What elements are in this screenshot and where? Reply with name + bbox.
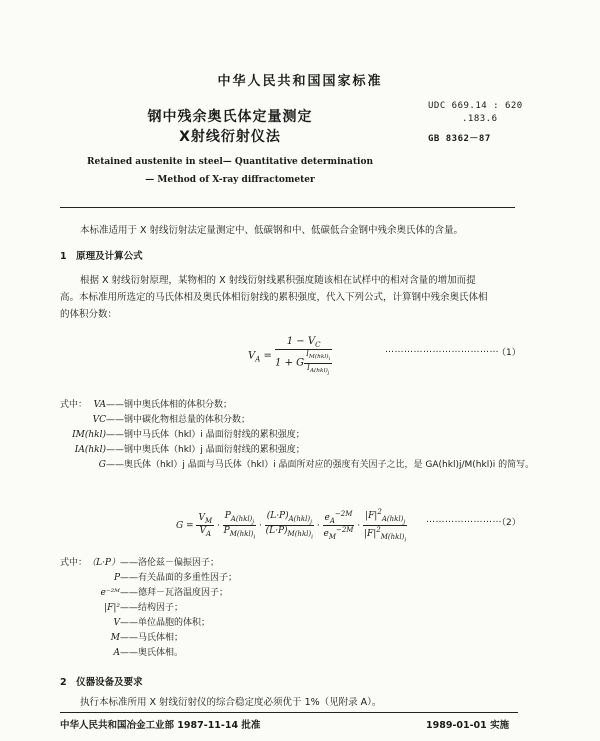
- definition-item: VA——钢中奥氏体相的体积分数；: [93, 400, 233, 410]
- english-title-line2: — Method of X-ray diffractometer: [145, 175, 315, 185]
- header-rule: [60, 207, 515, 208]
- gb-number: GB 8362－87: [428, 134, 491, 144]
- footer-rule: [60, 712, 518, 713]
- definition-item: VC——钢中碳化物相总量的体积分数；: [92, 415, 251, 425]
- udc-code-line2: .183.6: [462, 114, 498, 124]
- doc-title-line1: 钢中残余奥氏体定量测定: [147, 109, 313, 125]
- definition-list-2: [24, 556, 237, 661]
- equation-2-number: （2）: [497, 518, 521, 528]
- section-1-para-line1: 根据 X 射线衍射原理，某物相的 X 射线衍射线累积强度随该相在试样中的相对含量的增加而提: [80, 275, 476, 286]
- english-title-line1: Retained austenite in steel— Quantitative determination: [86, 157, 373, 167]
- definition-item: e⁻²ᴹ——德拜－瓦洛温度因子；: [100, 588, 229, 598]
- definition-item: M——马氏体相；: [110, 633, 184, 643]
- definition-item: V——单位晶胞的体积；: [113, 618, 211, 628]
- definition-item: IA(hkl)——钢中奥氏体（hkl）j 晶面衍射线的累积强度；: [74, 445, 305, 455]
- definition-item: P——有关晶面的多重性因子；: [113, 573, 238, 583]
- where-label-1: 式中：: [60, 400, 88, 410]
- equation-2: G = $\frac{V_M}{V_A}$ · $\frac{P_{A(hkl)_j}}{P_{M(hkl)_i}}$ · $\frac{(L\cdot P)_{A(hkl)_j}}{(L\cdot P)_{M(hkl)_i}}$ · $\frac{e_A^{-2M}}{e_M^{-2M}}$ · $\frac{|F|^2_{A(hkl)_j}}{|F|^2_{M(hkl)_i}}$: [176, 508, 407, 544]
- issuer-approval: 中华人民共和国冶金工业部 1987-11-14 批准: [60, 720, 261, 731]
- definition-item: （L·P）——洛伦兹－偏振因子；: [87, 558, 220, 568]
- definition-list-1: [20, 398, 534, 473]
- equation-1-number: （1）: [497, 348, 521, 358]
- section-1-heading: 1 原理及计算公式: [60, 251, 143, 262]
- effective-date: 1989-01-01 实施: [426, 720, 510, 731]
- standard-title: 中华人民共和国国家标准: [217, 74, 383, 89]
- intro-paragraph: 本标准适用于 X 射线衍射法定量测定中、低碳钢和中、低碳低合金钢中残余奥氏体的含量。: [80, 225, 464, 236]
- section-2-paragraph: 执行本标准所用 X 射线衍射仪的综合稳定度必须优于 1%（见附录 A）。: [80, 697, 382, 708]
- section-2-heading: 2 仪器设备及要求: [60, 677, 143, 688]
- definition-item: A——奥氏体相。: [113, 648, 184, 658]
- definition-item: G——奥氏体（hkl）j 晶面与马氏体（hkl）i 晶面所对应的强度有关因子之比，是 GA(hkl)j/M(hkl)i 的简写。: [98, 460, 535, 470]
- section-1-para-line2: 高。本标准用所选定的马氏体相及奥氏体相衍射线的累积强度，代入下列公式，计算钢中残余奥氏体相: [60, 292, 488, 303]
- equation-1-leader: ………………………………: [385, 345, 499, 355]
- definition-item: |F|²——结构因子；: [104, 603, 184, 613]
- udc-code-line1: UDC 669.14 : 620: [428, 101, 523, 111]
- doc-title-line2: X射线衍射仪法: [179, 129, 281, 145]
- where-label-2: 式中：: [60, 558, 88, 568]
- equation-1: $V_A$ = $1 - V_C$ 1 + G $\frac{I_{M(hkl)_i}}{I_{A(hkl)_j}}$: [248, 336, 331, 377]
- equation-2-leader: ……………………: [426, 515, 502, 525]
- definition-item: IM(hkl)——钢中马氏体（hkl）i 晶面衍射线的累积强度；: [72, 430, 305, 440]
- section-1-para-line3: 的体积分数：: [60, 309, 118, 320]
